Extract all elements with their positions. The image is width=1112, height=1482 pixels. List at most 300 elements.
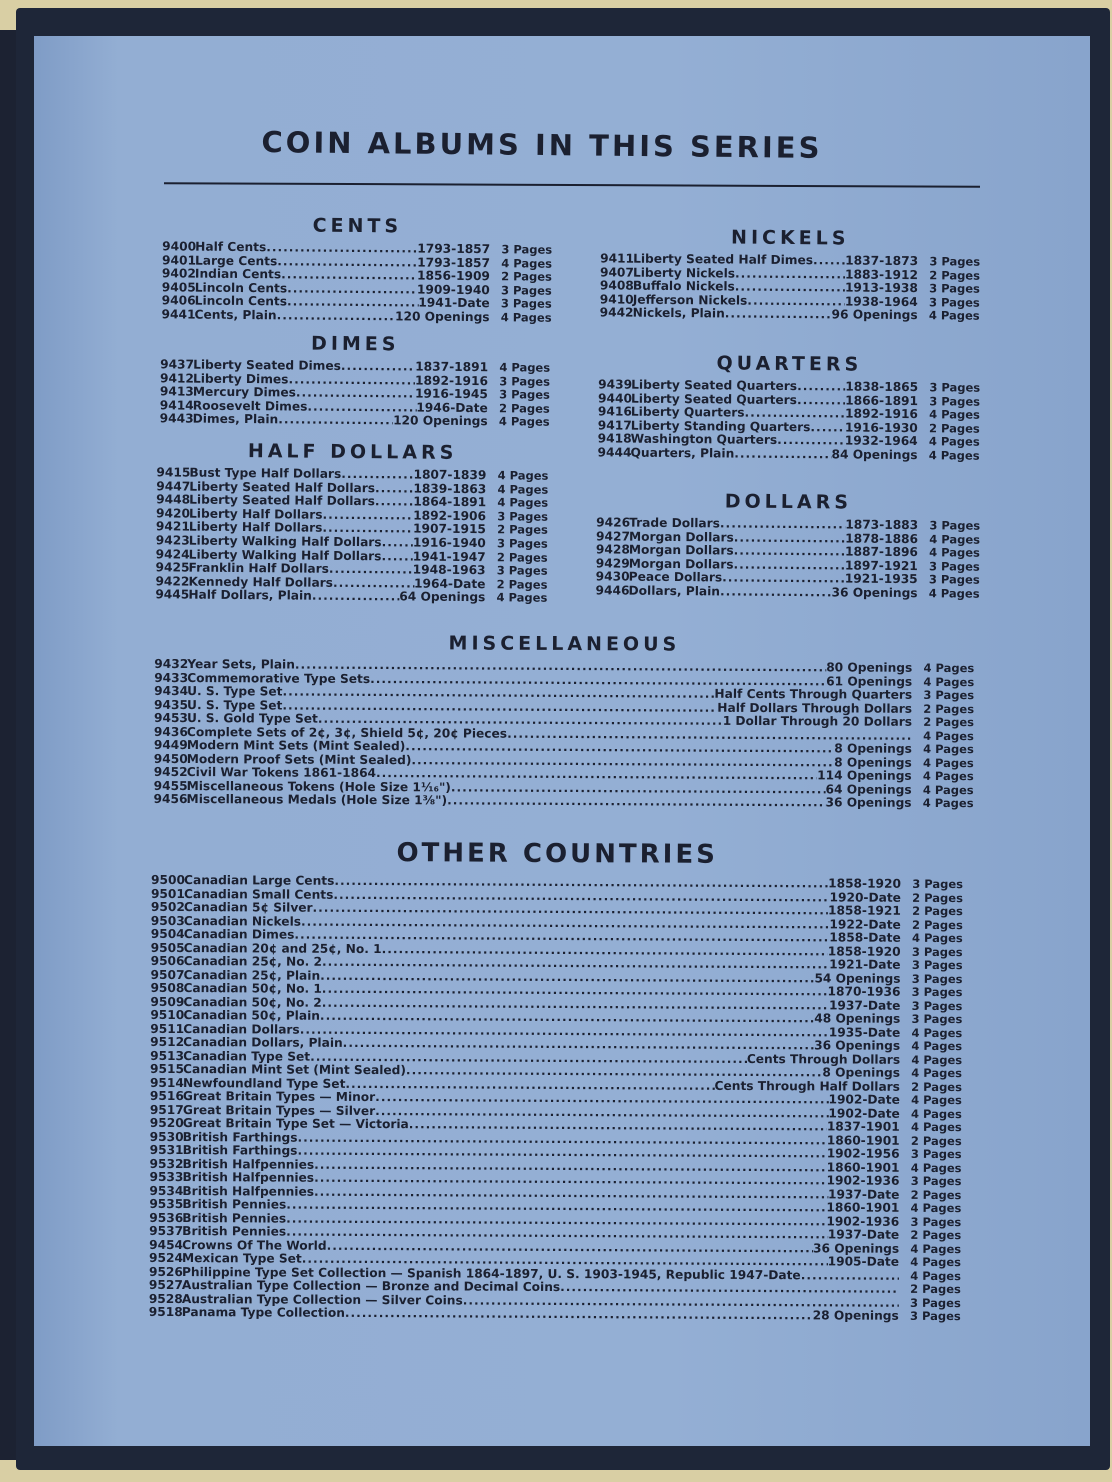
album-pages: 4 Pages	[911, 1065, 963, 1081]
album-dates: 1860-1901	[826, 1200, 900, 1215]
album-name: Liberty Quarters	[630, 404, 745, 420]
album-dates: 1897-1921	[844, 558, 918, 573]
album-dates: 1858-Date	[829, 930, 901, 945]
album-pages: 3 Pages	[500, 283, 552, 298]
section-dimes	[160, 330, 551, 429]
list-item	[162, 308, 552, 325]
album-dates: 1837-1901	[826, 1119, 900, 1134]
section-heading: DIMES	[311, 332, 400, 356]
album-name: Canadian Small Cents	[183, 886, 334, 902]
album-pages: 2 Pages	[497, 522, 548, 538]
album-number: 9509	[150, 994, 185, 1009]
album-number: 9500	[151, 872, 185, 888]
album-dates: 1937-Date	[827, 1227, 900, 1242]
album-dates: 120 Openings	[393, 413, 488, 429]
album-pages: 2 Pages	[911, 1079, 963, 1094]
album-name: Canadian Large Cents	[184, 873, 335, 888]
album-number: 9507	[150, 967, 185, 982]
album-number: 9400	[162, 239, 197, 254]
album-pages: 4 Pages	[910, 1241, 962, 1256]
album-number: 9527	[148, 1277, 183, 1293]
album-number: 9511	[150, 1021, 185, 1036]
leader-dots	[720, 585, 832, 600]
album-pages: 2 Pages	[912, 917, 963, 932]
album-name: Bust Type Half Dollars	[189, 465, 342, 481]
album-number: 9452	[153, 764, 188, 780]
album-pages: 3 Pages	[497, 509, 549, 524]
album-dates: 1838-1865	[845, 379, 919, 395]
album-name: Great Britain Type Set — Victoria	[182, 1116, 409, 1132]
album-pages: 4 Pages	[501, 255, 553, 271]
album-pages: 3 Pages	[911, 944, 963, 959]
album-pages: 2 Pages	[912, 903, 963, 919]
album-pages: 3 Pages	[929, 380, 981, 395]
album-name: Miscellaneous Tokens (Hole Size 1¹⁄₁₆")	[186, 778, 451, 794]
album-pages: 3 Pages	[929, 281, 980, 296]
album-name: Newfoundland Type Set	[182, 1075, 346, 1091]
section-heading: OTHER COUNTRIES	[396, 838, 718, 870]
list-item	[155, 589, 547, 606]
leader-dots	[733, 558, 844, 573]
leader-dots	[287, 296, 418, 311]
album-number: 9434	[154, 683, 189, 699]
album-dates: 1793-1857	[417, 241, 491, 257]
album-dates: 1902-Date	[828, 1105, 900, 1121]
album-number: 9429	[595, 556, 630, 571]
leader-dots	[278, 414, 393, 429]
album-pages: 3 Pages	[910, 1214, 962, 1229]
album-pages: 3 Pages	[929, 393, 981, 409]
album-pages: 4 Pages	[929, 531, 981, 547]
list-item	[160, 413, 550, 430]
album-name: Crowns Of The World	[182, 1237, 327, 1253]
leader-dots	[720, 517, 845, 532]
album-pages: 4 Pages	[911, 1038, 963, 1054]
album-pages: 3 Pages	[929, 254, 981, 269]
album-number: 9421	[155, 519, 190, 534]
album-name: Morgan Dollars	[628, 556, 734, 572]
album-number: 9517	[149, 1102, 184, 1117]
album-dates: 1920-Date	[829, 889, 901, 905]
leader-dots	[725, 308, 832, 323]
album-pages: 4 Pages	[928, 586, 980, 601]
album-number: 9412	[159, 370, 194, 386]
album-dates: Half Dollars Through Dollars	[717, 700, 913, 716]
album-number: 9445	[155, 587, 190, 602]
album-pages: 3 Pages	[911, 1011, 963, 1027]
album-number: 9515	[150, 1061, 185, 1077]
section-heading: MISCELLANEOUS	[448, 632, 681, 656]
album-pages: 3 Pages	[928, 294, 980, 310]
leader-dots	[266, 241, 417, 256]
album-name: Canadian Dollars, Plain	[183, 1035, 343, 1050]
album-pages: 4 Pages	[911, 930, 963, 946]
album-dates: 1873-1883	[845, 517, 919, 533]
album-dates: 1858-1920	[828, 876, 902, 891]
album-pages: 4 Pages	[911, 1052, 963, 1067]
album-number: 9442	[599, 305, 634, 321]
album-pages: 4 Pages	[929, 407, 980, 422]
album-pages: 4 Pages	[923, 741, 974, 757]
album-number: 9439	[598, 377, 633, 392]
album-name: Commemorative Type Sets	[187, 670, 371, 686]
album-name: Liberty Standing Quarters	[630, 418, 811, 434]
album-number: 9531	[149, 1142, 184, 1158]
album-number: 9505	[150, 940, 185, 955]
album-pages: 4 Pages	[922, 755, 974, 770]
album-number: 9422	[155, 574, 190, 589]
album-name: Peace Dollars	[628, 569, 723, 585]
album-dates: 1909-1940	[416, 282, 490, 297]
album-dates: 1902-Date	[828, 1092, 900, 1107]
album-pages: 2 Pages	[910, 1187, 962, 1202]
leader-dots	[735, 281, 845, 296]
leader-dots	[735, 267, 845, 282]
album-pages: 3 Pages	[499, 387, 550, 402]
album-pages: 4 Pages	[922, 782, 974, 797]
album-number: 9536	[149, 1210, 184, 1225]
album-name: Mexican Type Set	[182, 1251, 302, 1266]
album-pages: 3 Pages	[500, 296, 552, 312]
album-page	[34, 36, 1090, 1446]
album-pages: 4 Pages	[922, 768, 974, 784]
album-name: British Pennies	[182, 1197, 287, 1212]
album-pages: 4 Pages	[497, 468, 549, 483]
album-name: Buffalo Nickels	[632, 278, 735, 294]
album-pages: 4 Pages	[929, 545, 980, 560]
album-number: 9410	[599, 292, 634, 307]
album-pages: 3 Pages	[911, 998, 963, 1013]
leader-dots	[447, 794, 825, 809]
album-number: 9414	[159, 398, 194, 413]
leader-dots	[747, 294, 845, 308]
album-name: Civil War Tokens 1861-1864	[186, 765, 377, 781]
album-dates: 8 Openings	[834, 754, 912, 770]
album-name: Liberty Seated Half Dollars	[189, 492, 376, 509]
album-dates: 1937-Date	[827, 1186, 900, 1202]
album-dates: 1883-1912	[845, 267, 919, 282]
album-dates: 1902-1956	[826, 1146, 900, 1161]
album-dates: 1858-1920	[827, 943, 901, 959]
album-number: 9512	[150, 1034, 185, 1050]
album-number: 9514	[149, 1075, 184, 1090]
leader-dots	[722, 572, 845, 587]
album-name: Canadian Nickels	[183, 913, 302, 929]
album-name: Half Cents	[195, 239, 267, 255]
list-item	[598, 446, 980, 463]
album-name: Dollars, Plain	[628, 583, 721, 599]
leader-dots	[801, 1269, 899, 1283]
album-number: 9513	[150, 1048, 185, 1063]
album-name: U. S. Type Set	[187, 697, 283, 713]
album-number: 9510	[150, 1007, 185, 1023]
album-dates: 61 Openings	[826, 673, 913, 689]
album-pages: 4 Pages	[910, 1268, 962, 1283]
album-name: Liberty Walking Half Dollars	[188, 533, 382, 550]
album-number: 9447	[156, 478, 191, 494]
album-dates: 1907-1915	[412, 521, 487, 537]
album-number: 9503	[150, 913, 185, 928]
album-name: Panama Type Collection	[181, 1305, 345, 1320]
album-number: 9426	[596, 515, 631, 530]
leader-dots	[375, 482, 413, 496]
album-name: Canadian Type Set	[183, 1048, 311, 1064]
album-name: Canadian 50¢, No. 2	[183, 994, 322, 1010]
album-pages: 2 Pages	[928, 421, 980, 436]
album-pages: 3 Pages	[496, 563, 548, 578]
album-pages: 2 Pages	[910, 1281, 961, 1297]
album-dates: 1837-1873	[845, 253, 919, 269]
album-pages: 2 Pages	[501, 269, 552, 284]
leader-dots	[375, 495, 413, 509]
album-name: Great Britain Types — Silver	[182, 1102, 376, 1118]
album-number: 9534	[149, 1183, 184, 1198]
album-pages: 4 Pages	[928, 434, 980, 450]
leader-dots	[322, 509, 413, 523]
album-name: Canadian 5¢ Silver	[183, 900, 313, 915]
album-dates: 1878-1886	[845, 531, 919, 546]
leader-dots	[382, 536, 413, 550]
album-pages: 4 Pages	[922, 795, 974, 811]
album-dates: 1856-1909	[416, 268, 491, 284]
album-number: 9402	[161, 266, 196, 281]
album-number: 9501	[150, 886, 185, 901]
album-dates: 64 Openings	[399, 589, 486, 605]
album-name: Franklin Half Dollars	[188, 560, 329, 576]
album-dates: 1913-1938	[844, 280, 918, 296]
section-dollars	[596, 488, 981, 601]
album-pages: 3 Pages	[910, 1173, 962, 1189]
album-name: Australian Type Collection — Silver Coins	[181, 1291, 463, 1308]
album-pages: 3 Pages	[912, 876, 964, 892]
album-name: Modern Proof Sets (Mint Sealed)	[186, 751, 412, 767]
album-list	[154, 658, 975, 811]
page-title: COIN ALBUMS IN THIS SERIES	[261, 125, 823, 165]
leader-dots	[288, 373, 415, 388]
album-dates: 1837-1891	[415, 359, 489, 375]
album-dates: 1887-1896	[844, 544, 919, 560]
section-other-countries	[149, 836, 964, 1324]
album-number: 9423	[155, 533, 190, 548]
leader-dots	[810, 421, 845, 435]
album-pages: 3 Pages	[928, 559, 980, 574]
album-dates: 120 Openings	[394, 309, 490, 325]
album-dates: 1860-1901	[826, 1159, 900, 1175]
album-number: 9450	[153, 751, 188, 766]
album-name: Kennedy Half Dollars	[188, 574, 334, 590]
album-number: 9528	[148, 1291, 183, 1306]
album-name: Liberty Nickels	[632, 265, 736, 281]
album-pages: 2 Pages	[910, 1227, 962, 1243]
album-number: 9428	[595, 542, 630, 557]
album-dates: Cents Through Half Dollars	[714, 1078, 901, 1094]
album-dates: 1793-1857	[417, 255, 491, 270]
album-name: British Halfpennies	[182, 1170, 315, 1185]
album-dates: 36 Openings	[814, 1038, 901, 1053]
album-dates: 54 Openings	[814, 970, 901, 986]
section-heading: DOLLARS	[724, 490, 853, 514]
leader-dots	[287, 282, 417, 297]
leader-dots	[312, 590, 400, 604]
album-dates: 1864-1891	[413, 494, 487, 510]
album-dates: 1892-1906	[413, 508, 487, 523]
leader-dots	[277, 309, 396, 324]
album-dates: 1941-Date	[418, 295, 490, 311]
album-name: British Halfpennies	[182, 1156, 315, 1172]
list-item	[596, 584, 980, 601]
album-name: Washington Quarters	[630, 431, 778, 448]
album-dates: 1937-Date	[828, 997, 901, 1013]
album-number: 9413	[159, 384, 194, 399]
album-dates: 1932-1964	[844, 433, 918, 449]
album-name: Miscellaneous Medals (Hole Size 1⅜")	[186, 792, 448, 808]
album-pages: 2 Pages	[923, 701, 975, 716]
album-number: 9406	[161, 293, 196, 308]
section-half-dollars	[155, 438, 548, 605]
album-pages: 4 Pages	[496, 590, 548, 606]
album-pages: 4 Pages	[910, 1200, 962, 1216]
album-list	[600, 252, 981, 323]
album-number: 9407	[599, 264, 634, 280]
album-number: 9520	[149, 1115, 184, 1131]
album-pages: 4 Pages	[500, 310, 552, 325]
album-number: 9433	[154, 670, 189, 685]
album-pages: 4 Pages	[911, 1092, 962, 1108]
leader-dots	[734, 545, 845, 560]
album-dates: Half Cents Through Quarters	[714, 686, 913, 702]
album-dates: 1905-Date	[827, 1254, 900, 1269]
album-pages: 4 Pages	[911, 1025, 963, 1040]
album-number: 9453	[153, 710, 188, 726]
album-pages: 2 Pages	[912, 890, 963, 905]
album-name: Canadian Dimes	[183, 927, 295, 942]
album-name: Lincoln Cents	[194, 293, 288, 309]
album-number: 9443	[159, 411, 194, 426]
album-pages: 3 Pages	[928, 572, 980, 588]
album-list	[155, 466, 548, 605]
album-name: British Farthings	[182, 1129, 298, 1145]
album-dates: 36 Openings	[825, 795, 912, 810]
album-number: 9437	[160, 357, 195, 372]
section-nickels	[600, 224, 981, 323]
album-dates: 36 Openings	[813, 1240, 900, 1256]
leader-dots	[813, 254, 845, 268]
album-dates: 36 Openings	[831, 585, 918, 601]
title-rule	[164, 182, 980, 188]
album-pages: 3 Pages	[911, 984, 963, 1000]
section-heading: CENTS	[312, 214, 403, 238]
album-pages: 3 Pages	[496, 536, 548, 551]
album-dates: 48 Openings	[814, 1011, 901, 1026]
album-dates: 1946-Date	[416, 400, 488, 415]
section-quarters	[598, 350, 981, 463]
album-pages: 4 Pages	[928, 448, 980, 463]
album-number: 9420	[156, 506, 191, 521]
album-dates: 1922-Date	[829, 916, 901, 932]
album-number: 9401	[162, 252, 197, 268]
album-dates: 1941-1947	[412, 549, 486, 564]
album-name: Great Britain Types — Minor	[182, 1089, 376, 1105]
list-item	[149, 1306, 961, 1324]
album-number: 9533	[149, 1169, 184, 1185]
leader-dots	[277, 255, 417, 270]
album-number: 9405	[161, 280, 196, 295]
album-dates: 1964-Date	[413, 576, 486, 591]
leader-dots	[341, 468, 413, 482]
album-pages: 4 Pages	[498, 414, 550, 430]
section-heading: NICKELS	[731, 226, 850, 250]
album-name: Year Sets, Plain	[187, 657, 295, 672]
leader-dots	[381, 550, 412, 564]
album-dates: 1935-Date	[828, 1024, 901, 1040]
album-number: 9530	[149, 1129, 184, 1144]
leader-dots	[296, 387, 415, 402]
album-dates: 1892-1916	[415, 373, 489, 388]
album-dates: 1938-1964	[844, 294, 918, 309]
album-dates: Cents Through Dollars	[746, 1051, 901, 1067]
album-name: Morgan Dollars	[629, 529, 734, 545]
album-name: Philippine Type Set Collection — Spanish 1864-1897, U. S. 1903-1945, Republic 1947-Date	[181, 1264, 801, 1282]
album-name: Lincoln Cents	[194, 280, 288, 296]
album-name: Liberty Seated Quarters	[631, 391, 798, 407]
album-number: 9435	[154, 697, 189, 712]
album-dates: 1858-1921	[827, 903, 901, 918]
album-pages: 2 Pages	[498, 401, 550, 416]
album-pages: 4 Pages	[910, 1119, 962, 1135]
album-name: Indian Cents	[194, 266, 282, 282]
album-dates: 1921-1935	[844, 571, 918, 587]
album-dates: 1892-1916	[844, 406, 919, 422]
album-name: Canadian Mint Set (Mint Sealed)	[183, 1062, 406, 1078]
album-number: 9448	[156, 492, 191, 507]
album-pages: 4 Pages	[911, 1106, 962, 1121]
album-number: 9532	[149, 1156, 184, 1171]
album-name: Half Dollars, Plain	[188, 587, 312, 603]
album-name: U. S. Gold Type Set	[186, 711, 318, 726]
album-pages: 3 Pages	[923, 687, 975, 703]
album-number: 9516	[149, 1088, 184, 1104]
album-pages: 4 Pages	[928, 308, 980, 324]
list-item	[154, 793, 974, 811]
album-pages: 3 Pages	[910, 1295, 961, 1310]
album-name: Modern Mint Sets (Mint Sealed)	[186, 738, 406, 754]
album-name: Quarters, Plain	[630, 445, 735, 461]
album-name: Liberty Seated Half Dimes	[633, 251, 814, 268]
album-number: 9504	[150, 926, 185, 942]
album-list	[160, 358, 551, 429]
album-dates: 1921-Date	[829, 957, 901, 972]
album-name: Cents, Plain	[194, 307, 277, 323]
leader-dots	[797, 380, 845, 394]
album-name: Mercury Dimes	[192, 384, 296, 400]
album-dates: 1916-1930	[844, 420, 918, 435]
album-number: 9417	[597, 418, 632, 433]
leader-dots	[333, 577, 414, 591]
album-number: 9432	[154, 656, 189, 672]
album-list	[596, 516, 981, 601]
album-number: 9455	[153, 778, 188, 793]
album-list	[162, 240, 553, 325]
album-pages: 2 Pages	[929, 267, 981, 283]
album-name: Australian Type Collection — Bronze and Decimal Coins	[181, 1278, 561, 1295]
album-pages: 4 Pages	[497, 481, 549, 497]
album-number: 9518	[148, 1304, 183, 1320]
album-name: Roosevelt Dimes	[192, 398, 308, 414]
album-dates: 1866-1891	[845, 393, 919, 408]
album-number: 9444	[597, 445, 632, 460]
album-pages: 3 Pages	[499, 373, 551, 389]
album-name: Liberty Walking Half Dollars	[188, 547, 382, 563]
